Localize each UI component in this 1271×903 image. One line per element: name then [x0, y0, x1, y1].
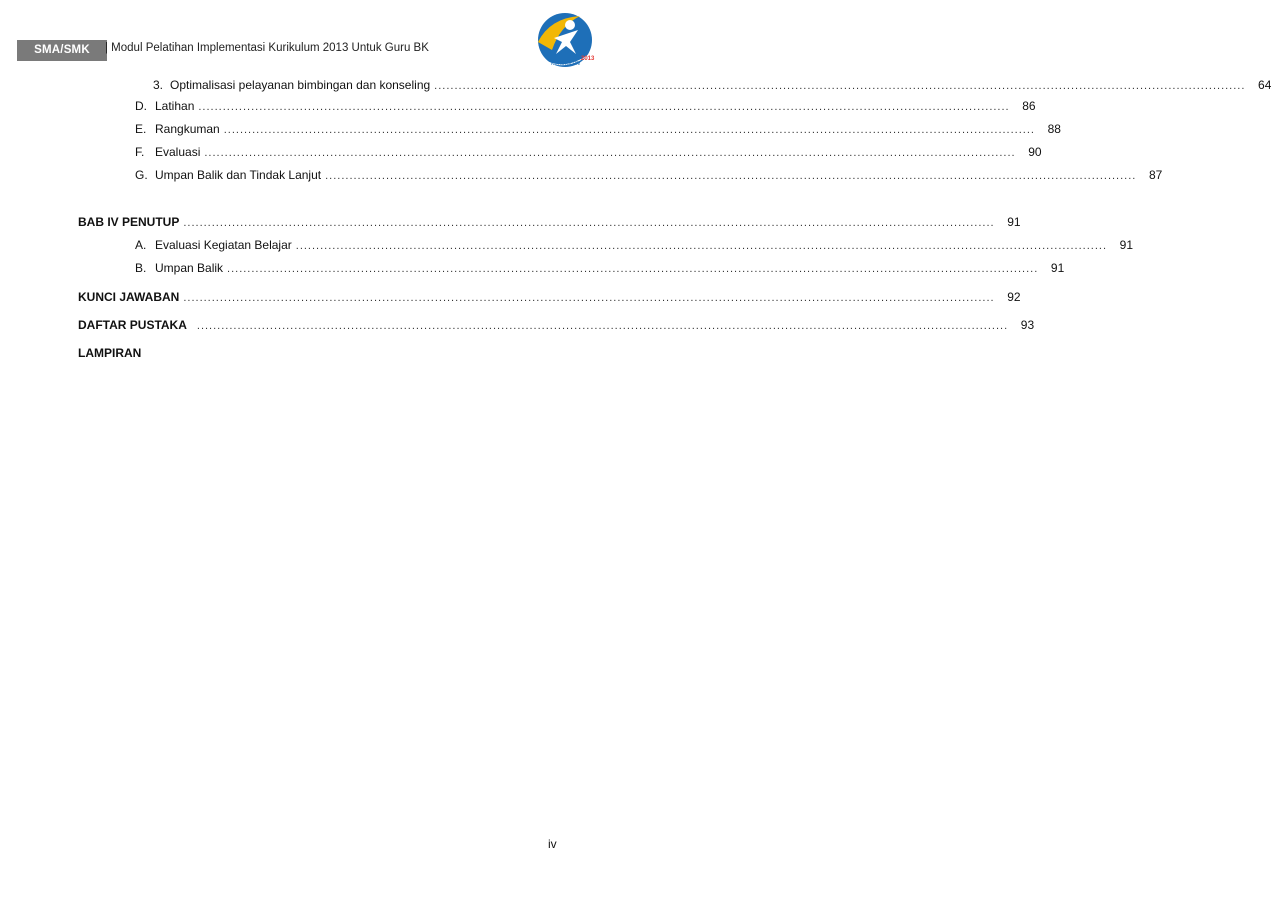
toc-label: Optimalisasi pelayanan bimbingan dan konseling: [170, 78, 431, 92]
toc-page: 93: [1020, 318, 1035, 332]
toc-page: 86: [1022, 99, 1036, 113]
toc-leader: ........................................................................................................................................................................................................: [196, 320, 1009, 332]
toc-label: Rangkuman: [155, 122, 220, 136]
header-title: | Modul Pelatihan Implementasi Kurikulum 2013 Untuk Guru BK: [105, 42, 429, 54]
toc-page: 64: [1258, 78, 1271, 92]
toc-label: DAFTAR PUSTAKA: [78, 318, 187, 332]
toc-row-optimalisasi[interactable]: [153, 78, 1271, 94]
toc-row-latihan[interactable]: [135, 99, 1036, 115]
toc-leader: ........................................................................................................................................................................................................: [223, 124, 1035, 136]
toc-prefix: D.: [135, 99, 147, 113]
toc-prefix: E.: [135, 122, 147, 136]
toc-leader: ........................................................................................................................................................................................................: [295, 240, 1107, 252]
toc-label: Umpan Balik dan Tindak Lanjut: [155, 168, 322, 182]
toc-row-daftar-pustaka[interactable]: [78, 318, 1035, 334]
header-badge: SMA/SMK: [17, 40, 107, 61]
toc-label: Latihan: [155, 99, 195, 113]
toc-page: 90: [1028, 145, 1042, 159]
toc-row-umpan-balik-tindak-lanjut[interactable]: [135, 168, 1163, 184]
toc-page: 92: [1007, 290, 1021, 304]
toc-row-rangkuman[interactable]: [135, 122, 1061, 138]
toc-leader: ........................................................................................................................................................................................................: [198, 101, 1010, 113]
toc-prefix: 3.: [153, 78, 164, 92]
toc-leader: ........................................................................................................................................................................................................: [183, 292, 995, 304]
toc-prefix: F.: [135, 145, 145, 159]
toc-row-evaluasi[interactable]: [135, 145, 1042, 161]
toc-prefix: B.: [135, 261, 147, 275]
toc-prefix: G.: [135, 168, 148, 182]
toc-leader: ........................................................................................................................................................................................................: [204, 147, 1016, 159]
toc-label: BAB IV PENUTUP: [78, 215, 180, 229]
toc-prefix: A.: [135, 238, 147, 252]
toc-leader: ........................................................................................................................................................................................................: [434, 80, 1246, 92]
toc-row-lampiran[interactable]: [78, 346, 548, 361]
toc-leader: ........................................................................................................................................................................................................: [325, 170, 1137, 182]
page-number: iv: [548, 837, 557, 851]
logo-text: KURIKULUM: [551, 61, 581, 67]
toc-row-umpan-balik[interactable]: [135, 261, 1065, 277]
toc-page: 91: [1050, 261, 1065, 275]
toc-page: 87: [1148, 168, 1163, 182]
toc-label: Evaluasi: [155, 145, 201, 159]
toc-label: KUNCI JAWABAN: [78, 290, 180, 304]
toc-label: LAMPIRAN: [78, 346, 142, 360]
toc-leader: ........................................................................................................................................................................................................: [227, 263, 1039, 275]
toc-label: Evaluasi Kegiatan Belajar: [155, 238, 292, 252]
toc-row-bab-iv-penutup[interactable]: [78, 215, 1021, 231]
toc-page: 88: [1047, 122, 1061, 136]
toc-leader: ........................................................................................................................................................................................................: [183, 217, 995, 229]
toc-label: Umpan Balik: [155, 261, 224, 275]
toc-row-evaluasi-kegiatan[interactable]: [135, 238, 1133, 254]
toc-page: 91: [1007, 215, 1021, 229]
kurikulum-2013-logo: [530, 10, 600, 72]
logo-year: 2013: [581, 56, 595, 62]
logo-figure-head: [565, 20, 575, 30]
toc-page: 91: [1119, 238, 1133, 252]
toc-row-kunci-jawaban[interactable]: [78, 290, 1021, 306]
